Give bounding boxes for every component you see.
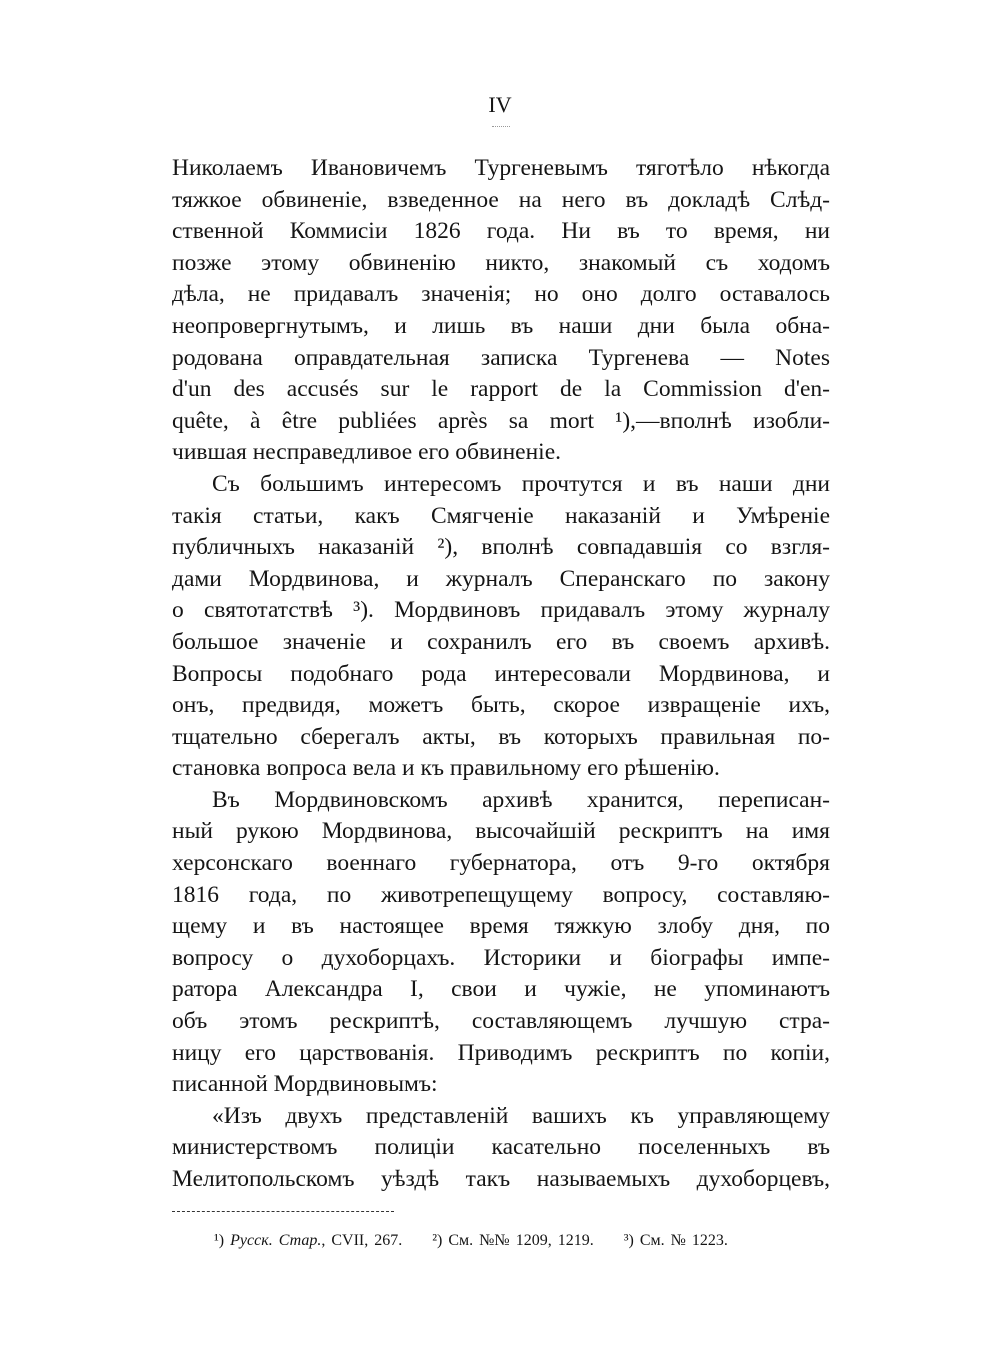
footnote-ref: , CVII, 267.: [321, 1232, 403, 1249]
text-line: объ этомъ рескриптѣ, составляющемъ лучшую стра-: [172, 1008, 830, 1035]
footnote-1: [214, 1232, 402, 1249]
text-line: чившая несправедливое его обвиненіе.: [172, 439, 562, 466]
paragraph: [172, 785, 830, 1101]
text-line: щему и въ настоящее время тяжкую злобу дня, по: [172, 913, 830, 940]
text-line: становка вопроса вела и къ правильному его рѣшенію.: [172, 755, 720, 782]
text-line: тяжкое обвиненіе, взведенное на него въ докладѣ Слѣд-: [172, 186, 830, 213]
text-line: вопросу о духоборцахъ. Историки и біографы импе-: [172, 944, 830, 971]
text-line: ницу его царствованія. Приводимъ рескриптъ по копіи,: [172, 1039, 830, 1066]
text-line: онъ, предвидя, можетъ быть, скорое извращеніе ихъ,: [172, 692, 830, 719]
text-line: публичныхъ наказаній ²), вполнѣ совпадавшія со взгля-: [172, 534, 830, 561]
text-line: такія статьи, какъ Смягченіе наказаній и Умѣреніе: [172, 502, 830, 529]
text-line: Николаемъ Ивановичемъ Тургеневымъ тяготѣло нѣкогда: [172, 155, 830, 181]
footnote-text: См. № 1223.: [639, 1232, 728, 1249]
footnotes: [214, 1232, 728, 1250]
paragraph: [172, 153, 830, 469]
footnote-source: Русск. Стар.: [230, 1232, 322, 1249]
page-number: IV: [488, 92, 512, 117]
text-line: дами Мордвинова, и журналъ Сперанскаго по закону: [172, 565, 830, 592]
text-line: дѣла, не придавалъ значенія; но оно долго оставалось: [172, 281, 830, 308]
text-line: родована оправдательная записка Тургенева — Notes: [172, 344, 830, 371]
text-line: Въ Мордвиновскомъ архивѣ хранится, переписан-: [212, 786, 830, 813]
text-line: «Изъ двухъ представленій вашихъ къ управляющему: [212, 1102, 830, 1129]
footnote-mark: ³): [623, 1232, 634, 1249]
paragraph: [172, 1101, 830, 1196]
footnote-mark: ²): [432, 1232, 443, 1249]
paragraph: [172, 469, 830, 785]
text-line: Вопросы подобнаго рода интересовали Мордвинова, и: [172, 660, 830, 687]
footnote-3: [624, 1232, 728, 1249]
text-line: quête, à être publiées après sa mort ¹),—вполнѣ изобли-: [172, 407, 830, 434]
footnote-text: См. №№ 1209, 1219.: [448, 1232, 594, 1249]
text-line: Съ большимъ интересомъ прочтутся и въ наши дни: [212, 470, 830, 497]
text-line: херсонскаго военнаго губернатора, отъ 9-го октября: [172, 850, 830, 877]
footnote-2: [432, 1232, 593, 1249]
footnote-separator: [172, 1211, 394, 1212]
text-line: Мелитопольскомъ уѣздѣ такъ называемыхъ духоборцевъ,: [172, 1166, 830, 1192]
text-line: ный рукою Мордвинова, высочайшій рескриптъ на имя: [172, 818, 830, 845]
text-line: неопровергнутымъ, и лишь въ наши дни была обна-: [172, 312, 830, 339]
page-number-rule: [492, 126, 510, 127]
text-line: ственной Коммисіи 1826 года. Ни въ то время, ни: [172, 218, 830, 245]
body-text: [172, 153, 830, 1196]
footnote-mark: ¹): [214, 1232, 225, 1249]
text-line: d'un des accusés sur le rapport de la Commission d'en-: [172, 376, 830, 403]
text-line: 1816 года, по животрепещущему вопросу, составляю-: [172, 881, 830, 908]
text-line: позже этому обвиненію никто, знакомый съ ходомъ: [172, 249, 830, 276]
text-line: ратора Александра I, свои и чужіе, не упоминаютъ: [172, 976, 830, 1003]
text-line: тщательно сберегалъ акты, въ которыхъ правильная по-: [172, 723, 830, 750]
text-line: большое значеніе и сохранилъ его въ своемъ архивѣ.: [172, 628, 830, 655]
text-line: министерствомъ полиціи касательно поселенныхъ въ: [172, 1134, 830, 1161]
text-line: писанной Мордвиновымъ:: [172, 1071, 438, 1098]
text-line: о святотатствѣ ³). Мордвиновъ придавалъ этому журналу: [172, 597, 830, 624]
